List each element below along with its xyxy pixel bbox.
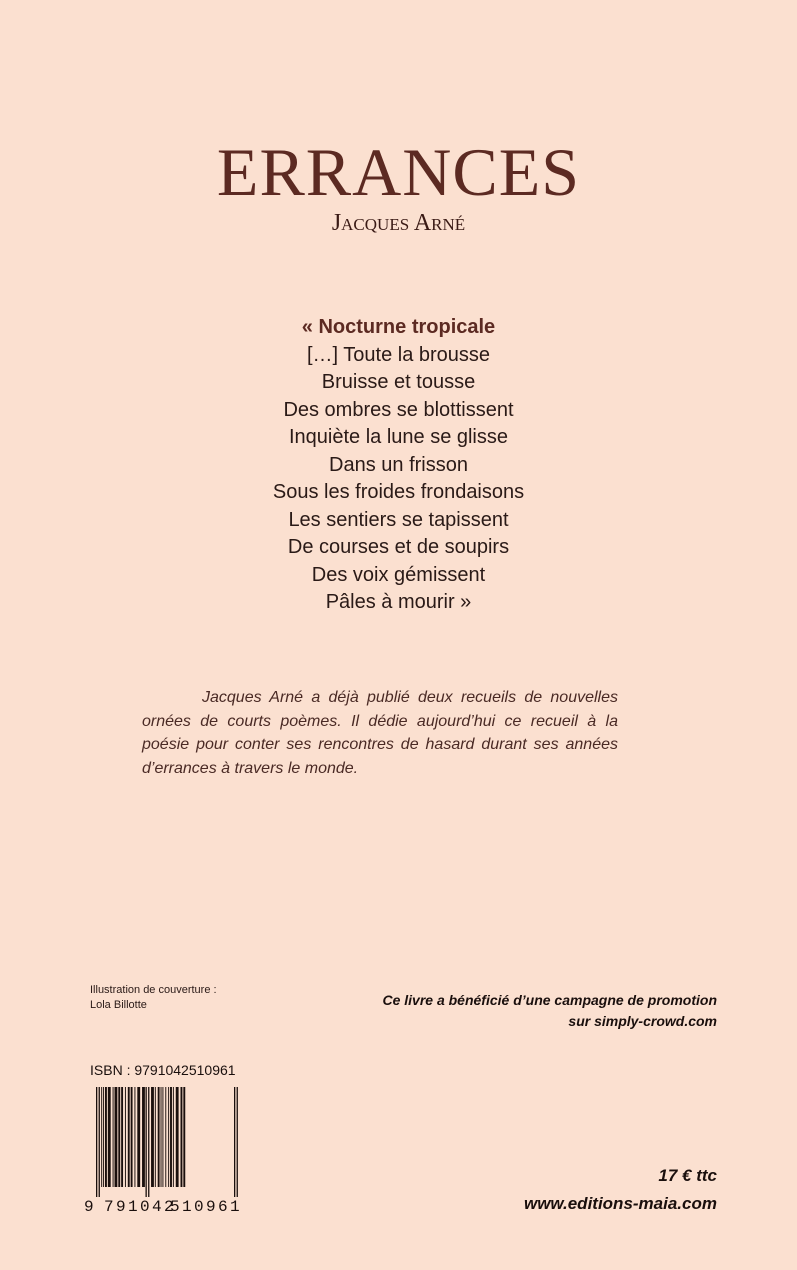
promo-line: Ce livre a bénéficié d’une campagne de promotion — [382, 992, 717, 1008]
poem-excerpt — [0, 314, 797, 617]
barcode-bar — [181, 1087, 183, 1187]
illustration-credit — [90, 983, 217, 1013]
barcode-bar — [162, 1087, 163, 1187]
barcode-bar — [237, 1087, 238, 1197]
barcode-bar — [146, 1087, 147, 1197]
poem-line: Des ombres se blottissent — [283, 398, 514, 421]
barcode-bar — [158, 1087, 160, 1187]
book-author: Jacques Arné — [331, 210, 466, 236]
promo-line: sur simply-crowd.com — [568, 1013, 717, 1029]
barcode-bar — [125, 1087, 126, 1187]
barcode-bar — [96, 1087, 97, 1197]
poem-line: Pâles à mourir » — [325, 591, 472, 613]
barcode-bar — [118, 1087, 120, 1187]
barcode-bar — [103, 1087, 104, 1187]
book-title: ERRANCES — [216, 134, 581, 210]
poem-line: Les sentiers se tapissent — [288, 508, 509, 531]
price-block — [524, 1162, 717, 1218]
isbn-label: ISBN : 9791042510961 — [90, 1062, 236, 1078]
credit-name: Lola Billotte — [90, 999, 147, 1011]
barcode-bar — [128, 1087, 130, 1187]
barcode-bar — [134, 1087, 135, 1187]
barcode-bar — [115, 1087, 118, 1187]
poem-line: Dans un frisson — [329, 453, 468, 476]
barcode-bar — [151, 1087, 154, 1187]
barcode-digits — [84, 1198, 242, 1215]
barcode-bar — [113, 1087, 114, 1187]
price: 17 € ttc — [658, 1166, 717, 1185]
barcode-first-digit: 9 — [84, 1198, 94, 1215]
barcode-bar — [121, 1087, 123, 1187]
poem-line: Inquiète la lune se glisse — [288, 426, 509, 448]
barcode-image — [80, 1085, 250, 1215]
publisher-website: www.editions-maia.com — [523, 1194, 717, 1213]
barcode-bar — [183, 1087, 185, 1187]
barcode-right-digits: 510961 — [170, 1198, 243, 1215]
barcode-bars — [96, 1087, 238, 1197]
barcode-bar — [173, 1087, 174, 1187]
barcode-left-digits: 791042 — [104, 1198, 177, 1215]
barcode-bar — [168, 1087, 169, 1187]
poem-line: Des voix gémissent — [311, 563, 486, 586]
barcode-bar — [170, 1087, 172, 1187]
poem-line: Sous les froides frondaisons — [272, 481, 525, 503]
poem-title: « Nocturne tropicale — [301, 316, 496, 338]
credit-label: Illustration de couverture : — [90, 984, 217, 996]
barcode-bar — [108, 1087, 111, 1187]
barcode-bar — [137, 1087, 140, 1187]
barcode-bar — [161, 1087, 162, 1187]
barcode-bar — [155, 1087, 156, 1187]
barcode-bar — [101, 1087, 102, 1187]
barcode-bar — [148, 1087, 149, 1197]
barcode-bar — [165, 1087, 166, 1187]
barcode-bar — [234, 1087, 235, 1197]
barcode-bar — [142, 1087, 145, 1187]
poem-line: […] Toute la brousse — [306, 343, 491, 366]
author-blurb: Jacques Arné a déjà publié deux recueils de nouvelles ornées de courts poèmes. Il dédie aujourd’hui ce recueil à la poésie pour conter ses rencontres de hasard durant ses années d’errances à travers le monde. — [142, 689, 618, 777]
barcode-bar — [99, 1087, 100, 1197]
barcode-bar — [131, 1087, 133, 1187]
promotion-note — [382, 990, 717, 1032]
barcode-bar — [105, 1087, 107, 1187]
poem-line: Bruisse et tousse — [321, 371, 476, 393]
barcode-bar — [176, 1087, 179, 1187]
poem-line: De courses et de soupirs — [287, 536, 510, 558]
